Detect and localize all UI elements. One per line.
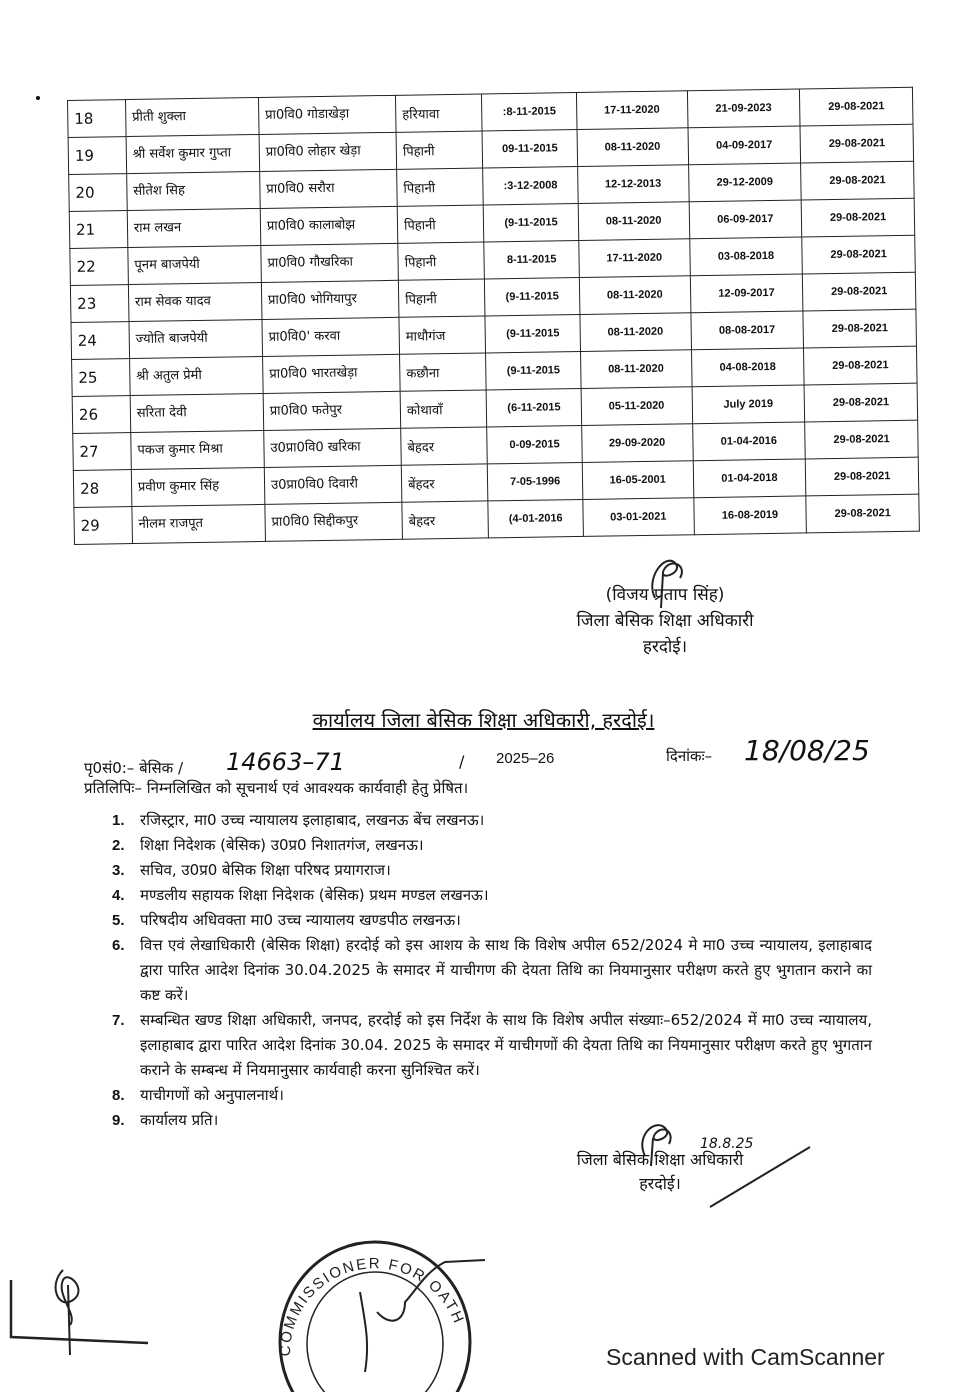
signature-block-2 [520,1148,800,1196]
cell-block: पिहानी [396,131,483,169]
cell-date2: 16-05-2001 [582,461,693,500]
left-signature [8,1255,188,1365]
cell-school: उ0प्रा0वि0 दिवारी [264,465,402,504]
recipient-text: वित्त एवं लेखाधिकारी (बेसिक शिक्षा) हरदोई को इस आशय के साथ कि विशेष अपील 652/2024 मे मा0 उच्च न्यायालय, इलाहाबाद द्वारा पारित आदेश दिनांक 30.04.2025 के समादर में याचीगण की देयता तिथि का नियमानुसार परीक्षण करते हुए भुगतान कराने का कष्ट करें। [140,936,872,1004]
cell-school: उ0प्रा0वि0 खरिका [264,428,402,467]
copy-to-line: प्रतिलिपिः– निम्नलिखित को सूचनार्थ एवं आवश्यक कार्यवाही हेतु प्रेषित। [84,779,469,797]
cell-date2: 08-11-2020 [578,202,689,241]
recipient-item [112,1108,872,1133]
cell-sn: 24 [71,322,129,360]
cell-date3: 04-08-2018 [691,348,804,387]
cell-name: श्री अतुल प्रेमी [129,356,263,395]
recipient-text: मण्डलीय सहायक शिक्षा निदेशक (बेसिक) प्रथम मण्डल लखनऊ। [140,886,489,904]
cell-date4: 29-08-2021 [803,309,916,348]
recipient-item [112,1008,872,1083]
cell-date2: 17-11-2020 [579,239,690,278]
ref-year: 2025–26 [496,750,555,767]
ref-slash: / [459,752,465,771]
recipient-item [112,908,872,933]
recipient-list [112,808,872,1133]
cell-date3: 04-09-2017 [688,126,801,165]
cell-date3: 12-09-2017 [690,274,803,313]
cell-date4: 29-08-2021 [803,272,916,311]
recipient-number: 4. [112,887,125,904]
cell-school: प्रा0वि0' करवा [262,317,400,356]
signatory-name: (विजय प्रताप सिंह) [605,585,725,605]
cell-sn: 20 [69,174,127,212]
recipient-number: 5. [112,912,125,929]
cell-date3: 08-08-2017 [690,311,803,350]
recipient-text: कार्यालय प्रति। [140,1111,219,1129]
cell-sn: 18 [68,100,126,138]
cell-school: प्रा0वि0 भोगियापुर [261,280,399,319]
cell-date1: (9-11-2015 [485,314,580,352]
date-value: 18/08/25 [744,734,870,767]
recipient-number: 9. [112,1112,125,1129]
cell-date3: 06-09-2017 [689,200,802,239]
signature-mark [625,1116,685,1166]
cell-date4: 29-08-2021 [800,124,913,163]
cell-date2: 05-11-2020 [581,387,692,426]
cell-name: प्रवीण कुमार सिंह [131,467,265,506]
recipient-item [112,833,872,858]
cell-date3: 29-12-2009 [688,163,801,202]
recipient-item [112,883,872,908]
cell-name: पकज कुमार मिश्रा [131,430,265,469]
cell-date3: July 2019 [692,385,805,424]
cell-block: बेंहदर [401,464,488,502]
recipient-text: याचीगणों को अनुपालनार्थ। [140,1086,284,1104]
recipient-item [112,933,872,1008]
cell-school: प्रा0वि0 गोडाखेड़ा [258,95,396,134]
cell-date4: 29-08-2021 [801,198,914,237]
recipient-number: 8. [112,1087,125,1104]
cell-date4: 29-08-2021 [806,494,919,533]
cell-block: पिहानी [397,168,484,206]
recipient-number: 6. [112,937,125,954]
commissioner-stamp [265,1232,495,1392]
cell-date1: (9-11-2015 [484,203,579,241]
cell-block: कछौना [400,353,487,391]
cell-block: कोथावाँ [400,390,487,428]
signatory-designation: जिला बेसिक शिक्षा अधिकारी [576,611,754,631]
cell-date4: 29-08-2021 [804,383,917,422]
cell-name: सरिता देवी [130,393,264,432]
cell-sn: 19 [68,137,126,175]
reference-line [84,734,884,778]
cell-date4: 29-08-2021 [804,346,917,385]
cell-name: श्री सर्वेश कुमार गुप्ता [126,134,260,173]
recipient-number: 1. [112,812,125,829]
cell-name: प्रीती शुक्ला [125,97,259,136]
recipient-text: सचिव, उ0प्र0 बेसिक शिक्षा परिषद प्रयागराज। [140,861,391,879]
recipient-number: 7. [112,1012,125,1029]
recipient-text: शिक्षा निदेशक (बेसिक) उ0प्र0 निशातगंज, लखनऊ। [140,836,424,854]
cell-name: पूनम बाजपेयी [128,245,262,284]
recipient-text: रजिस्ट्रार, मा0 उच्च न्यायालय इलाहाबाद, लखनऊ बेंच लखनऊ। [140,811,485,829]
cell-block: बेहदर [401,427,488,465]
cell-date4: 29-08-2021 [801,161,914,200]
cell-date2: 08-11-2020 [579,276,690,315]
cell-date3: 01-04-2016 [692,422,805,461]
ref-number: 14663–71 [226,748,345,776]
cell-date4: 29-08-2021 [805,457,918,496]
cell-date2: 08-11-2020 [577,128,688,167]
cell-date2: 03-01-2021 [583,498,694,537]
cell-date1: :8-11-2015 [482,92,577,130]
cell-sn: 21 [69,211,127,249]
cell-date4: 29-08-2021 [802,235,915,274]
camscanner-watermark: Scanned with CamScanner [606,1344,885,1370]
cell-school: प्रा0वि0 लोहार खेड़ा [259,132,397,171]
cell-date1: (9-11-2015 [485,277,580,315]
cell-date1: 7-05-1996 [488,462,583,500]
recipient-number: 2. [112,837,125,854]
signatory-place: हरदोई। [639,1174,681,1193]
cell-date2: 29-09-2020 [582,424,693,463]
cell-date1: (6-11-2015 [486,388,581,426]
cell-name: नीलम राजपूत [132,504,266,543]
cell-date4: 29-08-2021 [805,420,918,459]
date-label: दिनांकः– [666,747,713,765]
cell-name: सीतेश सिह [127,171,261,210]
cell-school: प्रा0वि0 सरौरा [260,169,398,208]
cell-date1: :3-12-2008 [483,166,578,204]
cell-name: राम सेवक यादव [128,282,262,321]
cell-date1: 0-09-2015 [487,425,582,463]
handwritten-date: 18.8.25 [700,1136,754,1152]
stamp-text: COMMISSIONER FOR OATH [276,1255,468,1357]
cell-school: प्रा0वि0 भारतखेड़ा [262,354,400,393]
cell-date2: 17-11-2020 [576,91,687,130]
cell-sn: 25 [72,359,130,397]
recipient-item [112,1083,872,1108]
cell-block: बेहदर [402,501,489,539]
signature-block-1 [535,582,795,660]
cell-block: पिहानी [398,279,485,317]
cell-block: पिहानी [398,242,485,280]
scan-speck [36,96,40,100]
cell-school: प्रा0वि0 सिद्दीकपुर [265,502,403,541]
cell-date3: 21-09-2023 [687,89,800,128]
recipient-item [112,808,872,833]
cell-date1: 8-11-2015 [484,240,579,278]
signatory-designation: जिला बेसिक शिक्षा अधिकारी [576,1150,744,1169]
teacher-table [67,87,920,545]
cell-date1: (4-01-2016 [488,499,583,537]
cell-date1: 09-11-2015 [482,129,577,167]
cell-sn: 29 [74,507,132,545]
cell-block: हरियावा [396,94,483,132]
signature-stroke [700,1142,820,1212]
cell-name: राम लखन [127,208,261,247]
recipient-item [112,858,872,883]
cell-date3: 16-08-2019 [693,496,806,535]
ref-label: पृ0सं0:– बेसिक / [84,759,184,777]
cell-sn: 27 [73,433,131,471]
cell-date2: 08-11-2020 [580,313,691,352]
cell-school: प्रा0वि0 फतेपुर [263,391,401,430]
cell-sn: 22 [70,248,128,286]
cell-sn: 28 [73,470,131,508]
cell-block: पिहानी [397,205,484,243]
cell-block: माधौगंज [399,316,486,354]
signature-mark [625,548,705,608]
cell-date3: 03-08-2018 [689,237,802,276]
recipient-text: सम्बन्धित खण्ड शिक्षा अधिकारी, जनपद, हरदोई को इस निर्देश के साथ कि विशेष अपील संख्याः–652/2024 में मा0 उच्च न्यायालय, इलाहाबाद द्वारा पारित आदेश दिनांक 30.04. 2025 के समादर में याचीगणों की देयता तिथि का नियमानुसार परीक्षण करते हुए भुगतान कराने के सम्बन्ध में नियमानुसार कार्यवाही करना सुनिश्चित करें। [140,1011,872,1079]
cell-date1: (9-11-2015 [486,351,581,389]
recipient-text: परिषदीय अधिवक्ता मा0 उच्च न्यायालय खण्डपीठ लखनऊ। [140,911,461,929]
office-title: कार्यालय जिला बेसिक शिक्षा अधिकारी, हरदोई। [312,708,655,732]
cell-school: प्रा0वि0 कालाबोझ [260,206,398,245]
signatory-place: हरदोई। [642,637,688,657]
cell-school: प्रा0वि0 गौखरिका [261,243,399,282]
cell-name: ज्योति बाजपेयी [129,319,263,358]
cell-sn: 26 [72,396,130,434]
cell-date2: 08-11-2020 [580,350,691,389]
recipient-number: 3. [112,862,125,879]
cell-sn: 23 [70,285,128,323]
cell-date4: 29-08-2021 [800,87,913,126]
cell-date2: 12-12-2013 [577,165,688,204]
cell-date3: 01-04-2018 [693,459,806,498]
